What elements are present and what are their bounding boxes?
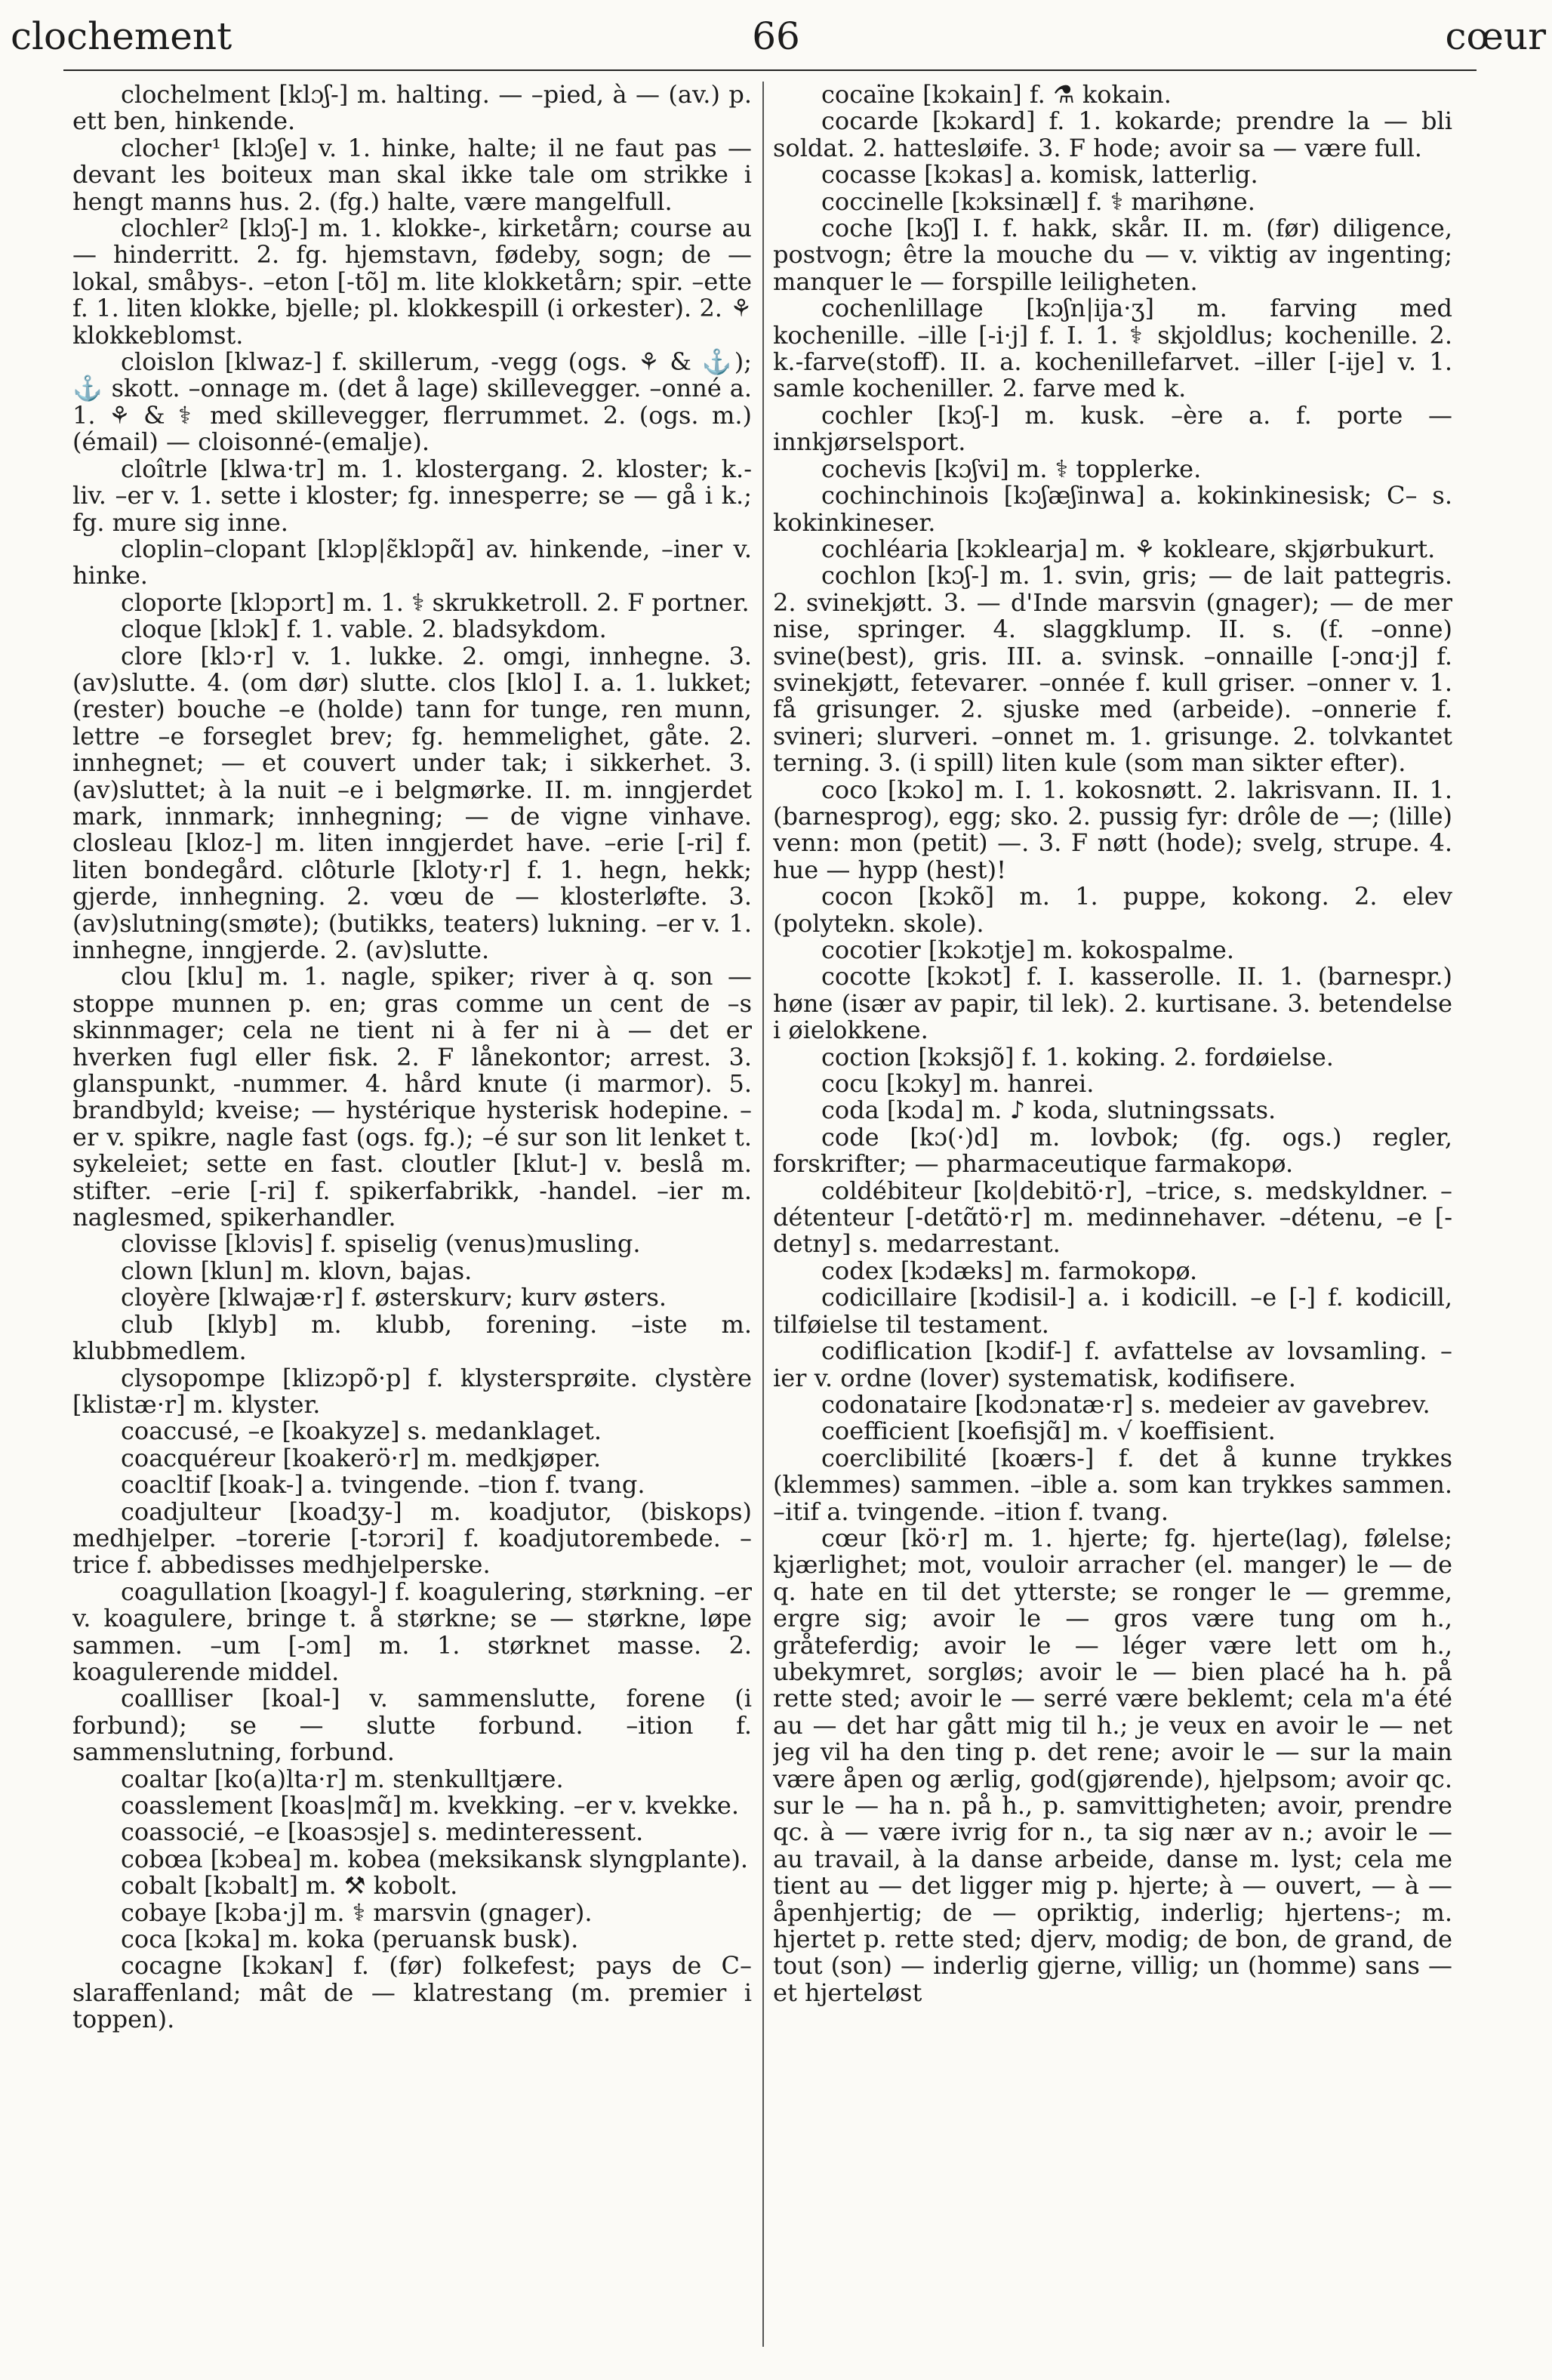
- dictionary-entry: coction [kɔksjõ] f. 1. koking. 2. fordøielse.: [821, 1042, 1334, 1071]
- dictionary-entry: clore [klɔ·r] v. 1. lukke. 2. omgi, innhegne. 3. (av)slutte. 4. (om dør) slutte. clos [klo] I. a. 1. lukket; (rester) bouche –e (holde) tann for tunge, ren munn, lettre –e forseglet brev; fg. hemmelighet, gåte. 2. innhegnet; — et couvert under tak; i sikkerhet. 3. (av)sluttet; à la nuit –e i belgmørke. II. m. inngjerdet mark, innmark; innhegning; — de vigne vinhave. closleau [kloz-] m. liten inngjerdet have. –erie [-ri] f. liten bondegård. clôturle [kloty·r] f. 1. hegn, hekk; gjerde, innhegning. 2. vœu de — klosterløfte. 3. (av)slutning(smøte); (butikks, teaters) lukning. –er v. 1. innhegne, inngjerde. 2. (av)slutte.: [72, 641, 752, 964]
- dictionary-entry: cochinchinois [kɔʃæʃinwa] a. kokinkinesisk; C– s. kokinkineser.: [773, 481, 1452, 537]
- dictionary-entry: cloque [klɔk] f. 1. vable. 2. bladsykdom.: [121, 615, 607, 644]
- column-divider: [762, 82, 764, 2347]
- dictionary-entry: cocasse [kɔkas] a. komisk, latterlig.: [821, 160, 1258, 190]
- dictionary-entry: code [kɔ(·)d] m. lovbok; (fg. ogs.) regler, forskrifter; — pharmaceutique farmakopø.: [773, 1122, 1452, 1179]
- dictionary-entry: codonataire [kodɔnatæ·r] s. medeier av gavebrev.: [821, 1389, 1430, 1419]
- dictionary-entry: cobalt [kɔbalt] m. ⚒ kobolt.: [121, 1871, 458, 1901]
- dictionary-entry: coccinelle [kɔksinæl] f. ⚕ marihøne.: [821, 187, 1255, 216]
- dictionary-entry: coaccusé, –e [koakyze] s. medanklaget.: [121, 1417, 602, 1446]
- dictionary-entry: clown [klun] m. klovn, bajas.: [121, 1256, 473, 1285]
- dictionary-entry: coadjulteur [koadʒy-] m. koadjutor, (biskops) medhjelper. –torerie [-tɔrɔri] f. koadjutorembede. –trice f. abbedisses medhjelperske.: [72, 1497, 752, 1580]
- dictionary-entry: cobaye [kɔba·j] m. ⚕ marsvin (gnager).: [121, 1898, 593, 1927]
- header-first-word: clochement: [11, 14, 232, 58]
- dictionary-entry: cloplin–clopant [klɔp|ɛ̃klɔpɑ̃] av. hinkende, –iner v. hinke.: [72, 534, 752, 590]
- dictionary-entry: clou [klu] m. 1. nagle, spiker; river à q. son — stoppe munnen p. en; gras comme un cent de –s skinnmager; cela ne tient ni à fer ni à — det er hverken fugl eller fisk. 2. F lånekontor; arrest. 3. glanspunkt, -nummer. 4. hård knute (i marmor). 5. brandbyld; kveise; — hystérique hysterisk hodepine. –er v. spikre, nagle fast (ogs. fg.); –é sur son lit lenket t. sykeleiet; sette en fast. cloutler [klut-] v. beslå m. stifter. –erie [-ri] f. spikerfabrikk, -handel. –ier m. naglesmed, spikerhandler.: [72, 962, 752, 1232]
- dictionary-entry: club [klyb] m. klubb, forening. –iste m. klubbmedlem.: [72, 1309, 752, 1366]
- dictionary-entry: cœur [kö·r] m. 1. hjerte; fg. hjerte(lag), følelse; kjærlighet; mot, vouloir arracher (el. manger) le — de q. hate en til det ytterste; se ronger le — gremme, ergre sig; avoir le — gros være tung om h., gråteferdig; avoir le — léger være lett om h., ubekymret, sorgløs; avoir le — bien placé ha h. på rette sted; avoir le — serré være beklemt; cela m'a été au — det har gått mig til h.; je veux en avoir le — net jeg vil ha den ting p. det rene; avoir le — sur la main være åpen og ærlig, god(gjørende), hjelpsom; avoir qc. sur le — ha n. på h., p. samvittigheten; avoir, prendre qc. à — være ivrig for n., ta sig nær av n.; avoir le — au travail, à la danse arbeide, danse m. lyst; cela me tient au — det ligger mig p. hjerte; à — ouvert, — à — åpenhjertig; de — opriktig, inderlig; hjertens-; m. hjertet p. rette sted; djerv, modig; de bon, de grand, de tout (son) — inderlig gjerne, villig; un (homme) sans — et hjerteløst: [773, 1523, 1452, 2007]
- dictionary-entry: clovisse [klɔvis] f. spiselig (venus)musling.: [121, 1229, 641, 1259]
- dictionary-entry: cochlon [kɔʃ-] m. 1. svin, gris; — de lait pattegris. 2. svinekjøtt. 3. — d'Inde marsvin (gnager); — de mer nise, springer. 4. slaggklump. II. s. (f. –onne) svine(best), gris. III. a. svinsk. –onnaille [-ɔnɑ·j] f. svinekjøtt, fetevarer. –onnée f. kull griser. –onner v. 1. få grisunger. 2. sjuske med (arbeide). –onnerie f. svineri; slurveri. –onnet m. 1. grisunge. 2. tolvkantet terning. 3. (i spill) liten kule (som man sikter efter).: [773, 561, 1452, 778]
- dictionary-entry: coefficient [koefisjɑ̃] m. √ koeffisient.: [821, 1417, 1276, 1446]
- dictionary-entry: cloîtrle [klwa·tr] m. 1. klostergang. 2. kloster; k.-liv. –er v. 1. sette i kloster; fg. innesperre; se — gå i k.; fg. mure sig inne.: [72, 454, 752, 537]
- dictionary-entry: clochelment [klɔʃ-] m. halting. — –pied, à — (av.) p. ett ben, hinkende.: [72, 82, 752, 136]
- page-number: 66: [752, 14, 800, 58]
- dictionary-entry: clochler² [klɔʃ-] m. 1. klokke-, kirketårn; course au — hinderritt. 2. fg. hjemstavn, fødeby, sogn; de — lokal, småbys-. –eton [-tõ] m. lite klokketårn; spir. –ette f. 1. liten klokke, bjelle; pl. klokkespill (i orkester). 2. ⚘ klokkeblomst.: [72, 214, 752, 350]
- dictionary-entry: coassocié, –e [koasɔsje] s. medinteressent.: [121, 1817, 644, 1847]
- dictionary-entry: cocaïne [kɔkain] f. ⚗ kokain.: [821, 82, 1172, 109]
- dictionary-entry: cochenlillage [kɔʃn|ija·ʒ] m. farving med kochenille. –ille [-i·j] f. I. 1. ⚕ skjoldlus; kochenille. 2. k.-farve(stoff). II. a. kochenillefarvet. –iller [-ije] v. 1. samle kocheniller. 2. farve med k.: [773, 294, 1452, 403]
- dictionary-entry: codiflication [kɔdif-] f. avfattelse av lovsamling. –ier v. ordne (lover) systematisk, kodifisere.: [773, 1336, 1452, 1392]
- dictionary-entry: coacltif [koak-] a. tvingende. –tion f. tvang.: [121, 1470, 645, 1500]
- dictionary-entry: coacquéreur [koakerö·r] m. medkjøper.: [121, 1443, 602, 1472]
- dictionary-entry: cochléaria [kɔklearja] m. ⚘ kokleare, skjørbukurt.: [821, 534, 1436, 563]
- dictionary-entry: coerclibilité [koærs-] f. det å kunne trykkes (klemmes) sammen. –ible a. som kan trykkes sammen. –itif a. tvingende. –ition f. tvang.: [773, 1443, 1452, 1526]
- dictionary-entry: cloyère [klwajæ·r] f. østerskurv; kurv østers.: [121, 1283, 667, 1312]
- dictionary-entry: coasslement [koas|mɑ̃] m. kvekking. –er v. kvekke.: [121, 1791, 739, 1820]
- dictionary-entry: cochevis [kɔʃvi] m. ⚕ topplerke.: [821, 454, 1202, 483]
- dictionary-entry: clysopompe [klizɔpõ·p] f. klystersprøite. clystère [klistæ·r] m. klyster.: [72, 1363, 752, 1419]
- dictionary-entry: cobœa [kɔbea] m. kobea (meksikansk slyngplante).: [121, 1844, 749, 1873]
- right-column: [773, 82, 1452, 2377]
- dictionary-entry: cocagne [kɔkaɴ] f. (før) folkefest; pays de C– slaraffenland; mât de — klatrestang (m. premier i toppen).: [72, 1951, 752, 2034]
- dictionary-entry: coche [kɔʃ] I. f. hakk, skår. II. m. (før) diligence, postvogn; être la mouche du — v. viktig av ingenting; manquer le — forspille leiligheten.: [773, 214, 1452, 296]
- dictionary-entry: codex [kɔdæks] m. farmokopø.: [821, 1256, 1198, 1285]
- dictionary-entry: clocher¹ [klɔʃe] v. 1. hinke, halte; il ne faut pas — devant les boiteux man skal ikke tale om strikke i hengt manns hus. 2. (fg.) halte, være mangelfull.: [72, 133, 752, 216]
- dictionary-entry: cocotier [kɔkɔtje] m. kokospalme.: [821, 936, 1235, 964]
- dictionary-entry: cocon [kɔkõ] m. 1. puppe, kokong. 2. elev (polytekn. skole).: [773, 882, 1452, 938]
- dictionary-entry: coda [kɔda] m. ♪ koda, slutningssats.: [821, 1096, 1276, 1125]
- dictionary-entry: codicillaire [kɔdisil-] a. i kodicill. –e [-] f. kodicill, tilføielse til testament.: [773, 1283, 1452, 1339]
- left-column: [72, 82, 752, 2377]
- page-header: [0, 6, 1552, 74]
- dictionary-entry: coco [kɔko] m. I. 1. kokosnøtt. 2. lakrisvann. II. 1. (barnesprog), egg; sko. 2. pussig fyr: drôle de —; (lille) venn: mon (petit) —. 3. F nøtt (hode); svelg, strupe. 4. hue — hypp (hest)!: [773, 775, 1452, 884]
- dictionary-entry: cloislon [klwaz-] f. skillerum, -vegg (ogs. ⚘ & ⚓); ⚓ skott. –onnage m. (det å lage) skillevegger. –onné a. 1. ⚘ & ⚕ med skillevegger, flerrummet. 2. (ogs. m.) (émail) — cloisonné-(emalje).: [72, 347, 752, 457]
- dictionary-entry: coca [kɔka] m. koka (peruansk busk).: [121, 1925, 579, 1954]
- dictionary-entry: cocotte [kɔkɔt] f. I. kasserolle. II. 1. (barnespr.) høne (især av papir, til lek). 2. kurtisane. 3. betendelse i øielokkene.: [773, 962, 1452, 1045]
- dictionary-entry: cocu [kɔky] m. hanrei.: [821, 1069, 1095, 1099]
- dictionary-entry: cocarde [kɔkard] f. 1. kokarde; prendre la — bli soldat. 2. hattesløife. 3. F hode; avoir sa — være full.: [773, 106, 1452, 162]
- header-rule: [63, 69, 1477, 71]
- dictionary-entry: cochler [kɔʃ-] m. kusk. –ère a. f. porte — innkjørselsport.: [773, 400, 1452, 457]
- dictionary-entry: coagullation [koagyl-] f. koagulering, størkning. –er v. koagulere, bringe t. å størkne; se — størkne, løpe sammen. –um [-ɔm] m. 1. størknet masse. 2. koagulerende middel.: [72, 1577, 752, 1686]
- dictionary-entry: cloporte [klɔpɔrt] m. 1. ⚕ skrukketroll. 2. F portner.: [121, 587, 750, 617]
- dictionary-entry: coldébiteur [ko|debitö·r], –trice, s. medskyldner. –détenteur [-detɑ̃tö·r] m. medinnehaver. –détenu, –e [-detny] s. medarrestant.: [773, 1176, 1452, 1259]
- dictionary-entry: coallliser [koal-] v. sammenslutte, forene (i forbund); se — slutte forbund. –ition f. sammenslutning, forbund.: [72, 1684, 752, 1767]
- dictionary-entry: coaltar [ko(a)lta·r] m. stenkulltjære.: [121, 1764, 564, 1793]
- header-last-word: cœur: [1445, 14, 1546, 58]
